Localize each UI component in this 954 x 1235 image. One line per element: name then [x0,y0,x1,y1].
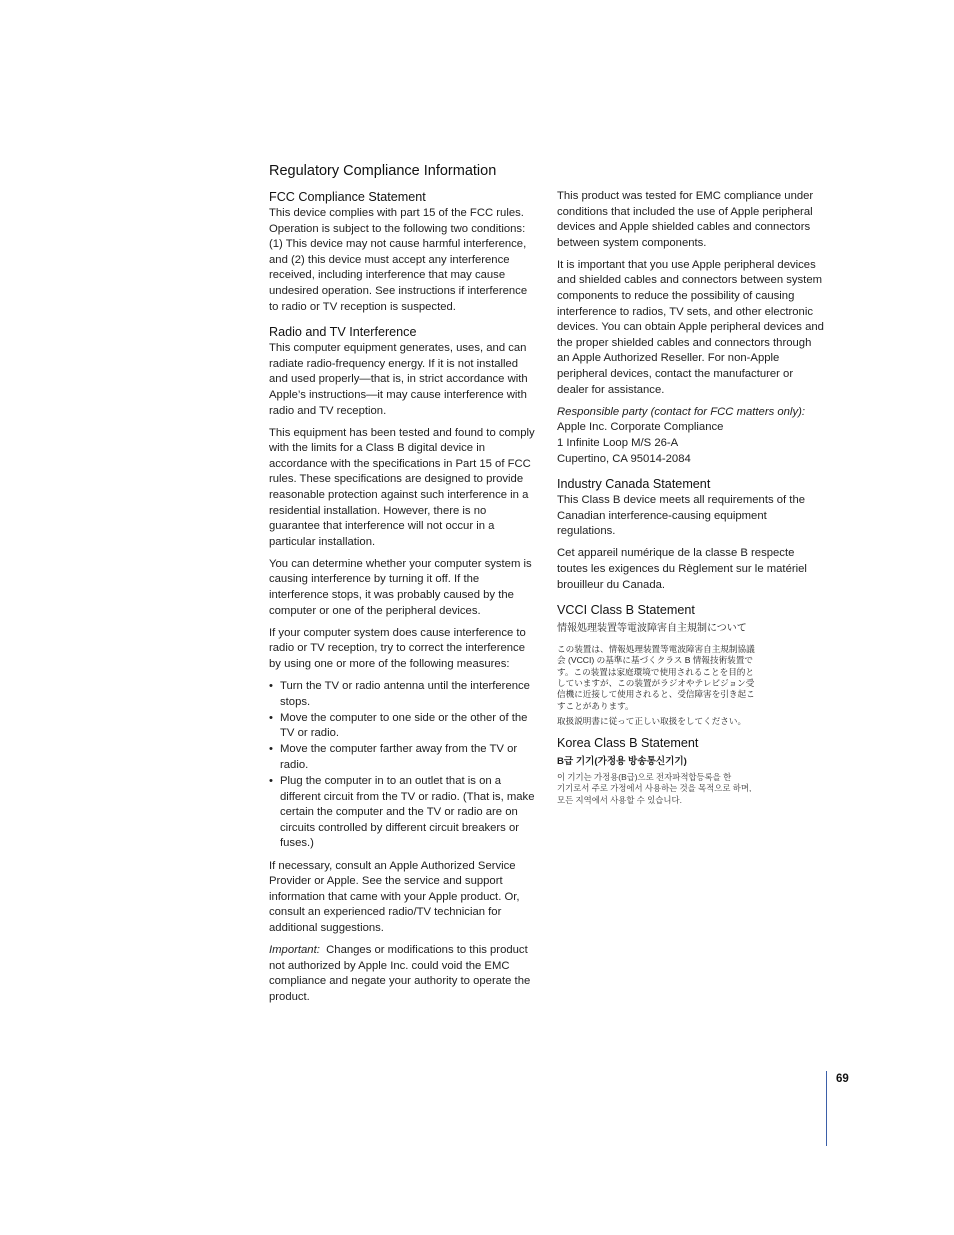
important-notice [269,943,539,1005]
radio-tv-paragraph-3: You can determine whether your computer system is causing interference by turning it off. If the interference stops, it was probably caused by the computer or one of the peripheral devices. [269,557,532,617]
emc-paragraph-1: This product was tested for EMC compliance under conditions that included the use of Apple peripheral devices and Apple shielded cables and connectors between system components. [557,190,814,249]
vcci-japanese-line: この装置は、情報処理装置等電波障害自主規制協議 [557,644,755,655]
korea-korean-line: 기기로서 주로 가정에서 사용하는 것을 목적으로 하며, [557,783,752,794]
interference-measures-list [269,679,539,852]
responsible-party-line-1: Apple Inc. Corporate Compliance [557,421,724,434]
vcci-japanese-line: 信機に近接して使用されると、受信障害を引き起こ [557,689,755,700]
right-column [557,189,827,806]
industry-canada-french: Cet appareil numérique de la classe B respecte toutes les exigences du Règlement sur le matériel brouilleur du Canada. [557,547,807,591]
list-item: • Plug the computer in to an outlet that is on a different circuit from the TV or radio. (That is, make certain the computer and the TV or radio are on circuits controlled by different circuit breakers or fuses.) [269,774,539,852]
industry-canada-english: This Class B device meets all requirements of the Canadian interference-causing equipment regulations. [557,494,806,538]
responsible-party-line-2: 1 Infinite Loop M/S 26-A [557,436,679,449]
radio-tv-paragraph-2: This equipment has been tested and found to comply with the limits for a Class B digital device in accordance with the specifications in Part 15 of FCC rules. These specifications are designed to provide reasonable protection against such interference in a residential installation. However, there is no guarantee that interference will not occur in a particular installation. [269,426,535,548]
radio-tv-paragraph-1: This computer equipment generates, uses, and can radiate radio-frequency energy. If it is not installed and used properly—that is, in strict accordance with Apple’s instructions—it may cause interference with radio and TV reception. [269,342,528,417]
korea-korean-line: 모든 지역에서 사용할 수 있습니다. [557,794,682,805]
page-title: Regulatory Compliance Information [269,163,497,179]
korea-heading: Korea Class B Statement [557,736,699,751]
vcci-japanese-line: す。この装置は家庭環境で使用されることを目的と [557,666,754,677]
vcci-japanese-tail: 取扱説明書に従って正しい取扱をしてください。 [557,715,747,726]
important-text: Changes or modifications to this product not authorized by Apple Inc. could void the EMC compliance and negate your authority to operate the product. [269,944,531,1003]
vcci-japanese-body [557,644,827,712]
list-item: • Turn the TV or radio antenna until the interference stops. [269,679,539,710]
vcci-heading: VCCI Class B Statement [557,603,695,618]
responsible-party [557,405,827,467]
important-label: Important: [269,944,320,957]
list-item: • Move the computer farther away from the TV or radio. [269,742,539,773]
responsible-party-label: Responsible party (contact for FCC matters only): [557,405,805,418]
industry-canada-heading: Industry Canada Statement [557,477,711,492]
vcci-japanese-heading: 情報処理装置等電波障害自主規制について [557,623,747,635]
radio-tv-paragraph-4: If your computer system does cause interference to radio or TV reception, try to correct the interference by using one or more of the following measures: [269,626,526,670]
page-number: 69 [836,1073,849,1085]
fcc-heading: FCC Compliance Statement [269,190,426,204]
korea-korean-heading: B급 기기(가정용 방송통신기기) [557,756,687,768]
emc-paragraph-2: It is important that you use Apple peripheral devices and shielded cables and connectors between system components to reduce the possibility of causing interference to radios, TV sets, and other electronic devices. You can obtain Apple peripheral devices and the proper shielded cables and connectors through an Apple Authorized Reseller. For non-Apple peripheral devices, contact the manufacturer or dealer for assistance. [557,258,824,396]
vcci-japanese-line: していますが、この装置がラジオやテレビジョン受 [557,678,755,689]
left-column [269,189,539,1012]
vcci-japanese-line: すことがあります。 [557,700,634,711]
list-item: • Move the computer to one side or the other of the TV or radio. [269,711,539,742]
korea-korean-body [557,772,827,806]
vcci-japanese-line: 会 (VCCI) の基準に基づくクラス B 情報技術装置で [557,655,753,666]
radio-tv-paragraph-5: If necessary, consult an Apple Authorized Service Provider or Apple. See the service and support information that came with your Apple product. Or, consult an experienced radio/TV technician for additional suggestions. [269,859,520,934]
fcc-body: This device complies with part 15 of the FCC rules. Operation is subject to the following two conditions: (1) This device may not cause harmful interference, and (2) this device must accept any interference received, including interference that may cause undesired operation. See instructions if interference to radio or TV reception is suspected. [269,207,528,313]
responsible-party-line-3: Cupertino, CA 95014-2084 [557,452,691,465]
page-number-rule [826,1071,827,1146]
radio-tv-heading: Radio and TV Interference [269,325,417,340]
korea-korean-line: 이 기기는 가정용(B급)으로 전자파적합등록을 한 [557,772,732,783]
